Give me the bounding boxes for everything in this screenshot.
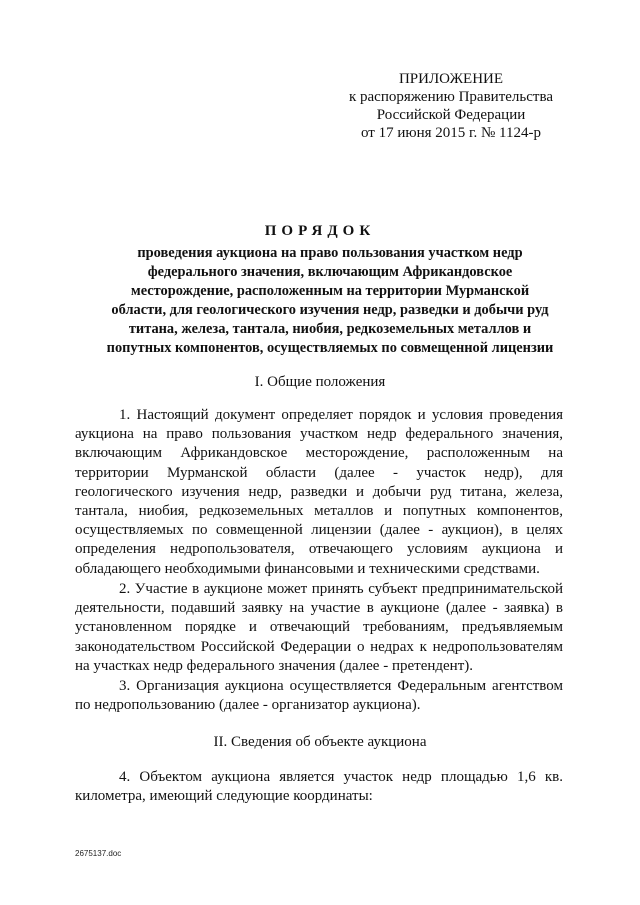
appendix-date-number: от 17 июня 2015 г. № 1124-р [361,125,541,141]
paragraph-line: геологического изучения недр, разведки и добычи руд титана, железа, [75,483,563,500]
subtitle-line: месторождение, расположенным на территории Мурманской [130,283,530,299]
paragraph-line: 1. Настоящий документ определяет порядок и условия проведения [119,407,563,423]
paragraph-line: законодательством Российской Федерации о недрах к недропользователям [75,638,563,655]
document-title: ПОРЯДОК [264,223,376,239]
subtitle-line: области, для геологического изучения недр, разведки и добычи руд [111,302,549,318]
appendix-line: к распоряжению Правительства [348,89,553,105]
paragraph-line: определения недропользователя, отвечающего условиям аукциона и [75,541,563,558]
subtitle-line: попутных компонентов, осуществляемых по совмещенной лицензии [106,340,554,356]
paragraph-line: включающим Африкандовское месторождение, расположенным на [75,445,563,462]
paragraph-3 [75,677,563,715]
paragraph-line: территории Мурманской области (далее - участок недр), для [75,464,563,481]
paragraph-line: километра, имеющий следующие координаты: [75,788,373,805]
paragraph-line: осуществляемых по совмещенной лицензии (далее - аукцион), в целях [75,522,563,539]
section-heading-general: I. Общие положения [254,374,386,390]
subtitle-line: федерального значения, включающим Африкандовское [147,264,513,280]
appendix-line: Российской Федерации [376,107,526,123]
paragraph-4 [75,768,563,806]
appendix-heading: ПРИЛОЖЕНИЕ [398,71,504,87]
file-name-footer: 2675137.doc [75,849,122,858]
paragraph-line: тантала, ниобия, редкоземельных металлов и попутных компонентов, [75,503,563,520]
paragraph-line: 2. Участие в аукционе может принять субъект предпринимательской [119,581,563,597]
section-heading-object: II. Сведения об объекте аукциона [213,734,427,750]
document-subtitle [105,244,555,358]
paragraph-line: 3. Организация аукциона осуществляется Федеральным агентством [119,678,563,694]
paragraph-line: обладающего необходимыми финансовыми и техническими средствами. [75,560,540,577]
paragraph-2 [75,580,563,676]
paragraph-line: деятельности, подавший заявку на участие в аукционе (далее - заявка) в [75,600,563,617]
subtitle-line: титана, железа, тантала, ниобия, редкоземельных металлов и [128,321,532,337]
paragraph-line: установленном порядке и отвечающий требованиям, предъявляемым [75,619,563,636]
paragraph-line: на участках недр федерального значения (далее - претендент). [75,657,473,674]
paragraph-line: по недропользованию (далее - организатор аукциона). [75,697,421,714]
paragraph-line: 4. Объектом аукциона является участок недр площадью 1,6 кв. [119,769,563,785]
paragraph-line: аукциона на право пользования участком недр федерального значения, [75,426,563,443]
paragraph-1 [75,406,563,579]
appendix-block [336,70,566,142]
subtitle-line: проведения аукциона на право пользования участком недр [137,245,523,261]
